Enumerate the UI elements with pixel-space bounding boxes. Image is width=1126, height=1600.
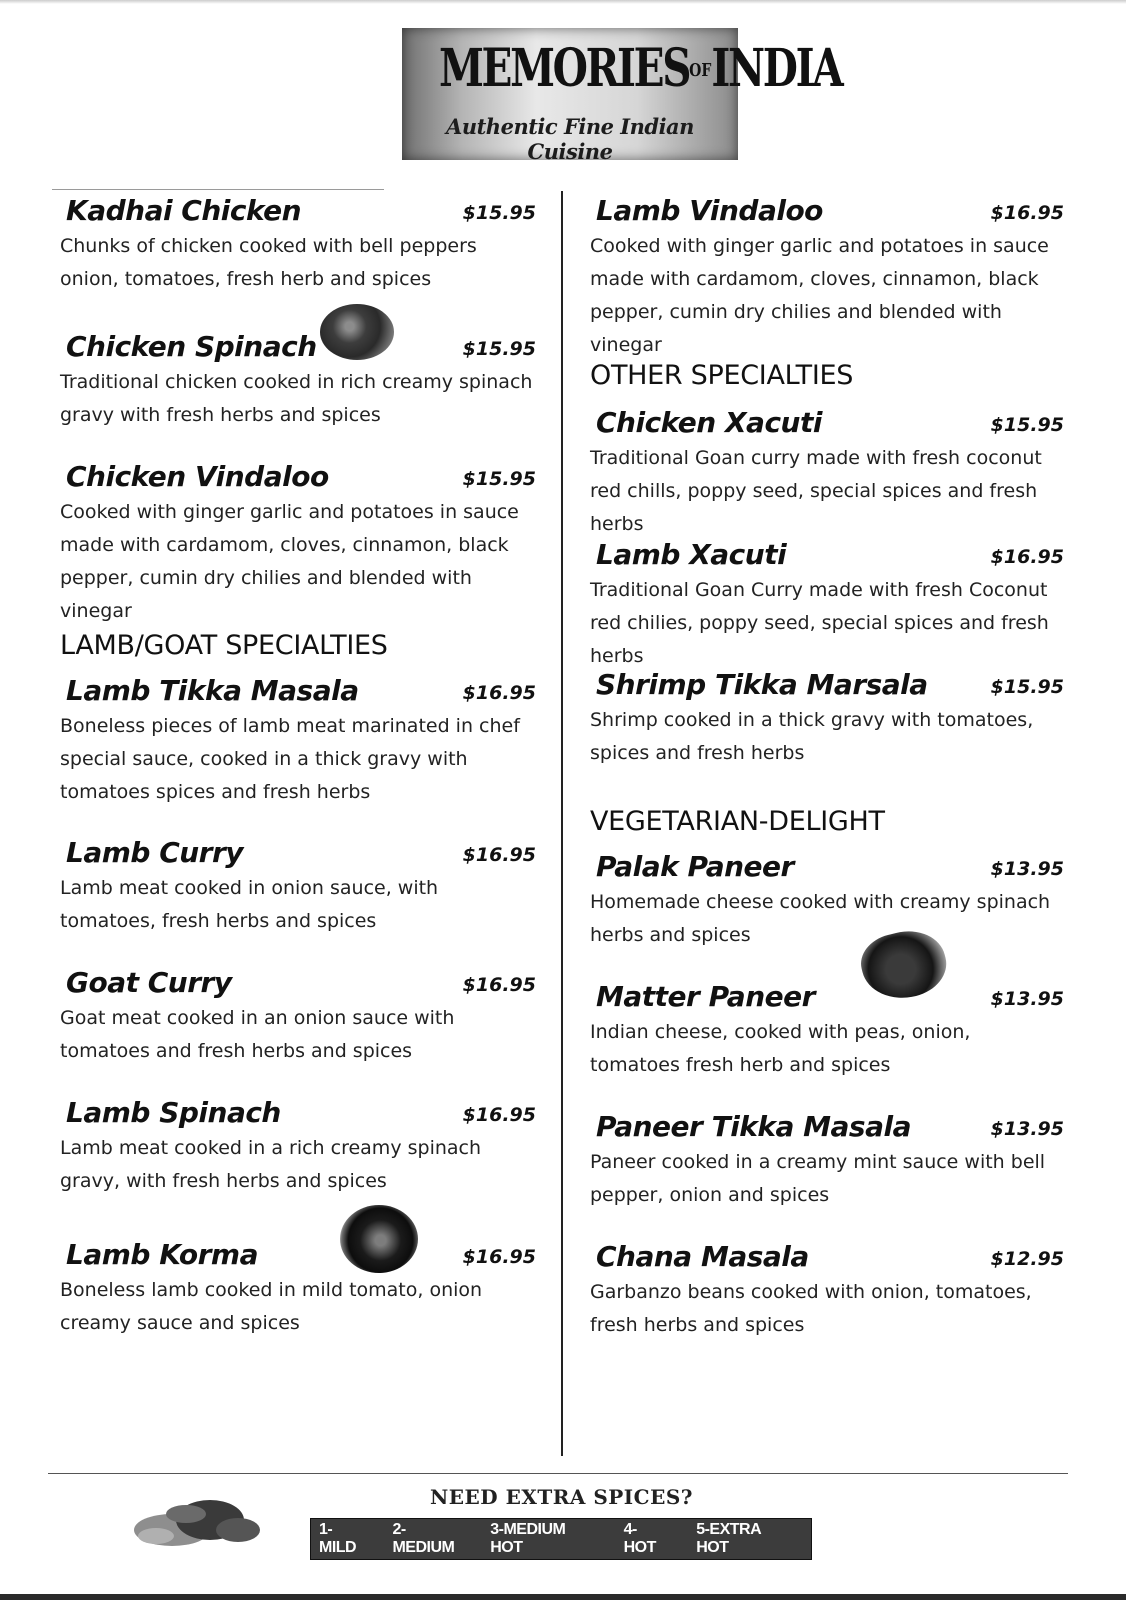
- item-name: Chicken Vindaloo: [66, 460, 329, 493]
- right-column: [584, 190, 1072, 1390]
- item-description: Traditional Goan curry made with fresh coconut red chills, poppy seed, special spices and fresh herbs: [590, 447, 1042, 535]
- menu-item-lamb-xacuti: [584, 534, 1072, 673]
- item-name: Chicken Xacuti: [596, 406, 822, 439]
- item-price: $16.95: [462, 1104, 536, 1126]
- item-description: Garbanzo beans cooked with onion, tomatoes, fresh herbs and spices: [590, 1281, 1032, 1336]
- item-description: Chunks of chicken cooked with bell peppers onion, tomatoes, fresh herb and spices: [60, 235, 477, 290]
- item-description: Goat meat cooked in an onion sauce with tomatoes and fresh herbs and spices: [60, 1007, 455, 1062]
- item-description: Cooked with ginger garlic and potatoes in sauce made with cardamom, cloves, cinnamon, black pepper, cumin dry chilies and blended with vinegar: [60, 501, 519, 622]
- spice-level-bar: [310, 1518, 812, 1560]
- spice-level-5: 5-EXTRA HOT: [696, 1521, 761, 1556]
- item-price: $15.95: [462, 338, 536, 360]
- item-name: Chicken Spinach: [66, 330, 317, 363]
- item-price: $16.95: [462, 844, 536, 866]
- item-name: Lamb Curry: [66, 836, 244, 869]
- logo-title-of: OF: [689, 60, 712, 81]
- footer-divider: [48, 1473, 1068, 1474]
- item-name: Kadhai Chicken: [66, 194, 302, 227]
- spice-level-4: 4- HOT: [623, 1521, 656, 1556]
- item-name: Lamb Tikka Masala: [66, 674, 359, 707]
- menu-item-lamb-spinach: [54, 1092, 544, 1198]
- item-name: Lamb Xacuti: [596, 538, 787, 571]
- left-column: [54, 190, 544, 1390]
- spice-level-2: 2-MEDIUM: [392, 1521, 455, 1556]
- item-price: $13.95: [990, 858, 1064, 880]
- item-description: Indian cheese, cooked with peas, onion, tomatoes fresh herb and spices: [590, 1021, 971, 1076]
- item-name: Lamb Vindaloo: [596, 194, 823, 227]
- spice-heading: NEED EXTRA SPICES?: [430, 1485, 693, 1509]
- page-top-edge: [0, 0, 1126, 4]
- item-price: $16.95: [990, 546, 1064, 568]
- section-heading-vegetarian: VEGETARIAN-DELIGHT: [590, 806, 885, 837]
- menu-item-chicken-xacuti: [584, 402, 1072, 541]
- spice-level-3: 3-MEDIUM HOT: [490, 1521, 566, 1556]
- item-description: Lamb meat cooked in onion sauce, with tomatoes, fresh herbs and spices: [60, 877, 439, 932]
- item-price: $15.95: [990, 676, 1064, 698]
- item-name: Lamb Spinach: [66, 1096, 281, 1129]
- spices-photo: [126, 1490, 266, 1550]
- page-bottom-edge: [0, 1594, 1126, 1600]
- menu-item-paneer-tikka-masala: [584, 1106, 1072, 1212]
- menu-item-chicken-spinach: [54, 326, 544, 432]
- item-description: Boneless pieces of lamb meat marinated in chef special sauce, cooked in a thick gravy with tomatoes spices and fresh herbs: [60, 715, 520, 803]
- item-name: Goat Curry: [66, 966, 232, 999]
- item-name: Lamb Korma: [66, 1238, 258, 1271]
- chicken-spinach-photo: [320, 304, 394, 360]
- column-divider: [561, 191, 563, 1456]
- item-price: $16.95: [462, 1246, 536, 1268]
- menu-item-goat-curry: [54, 962, 544, 1068]
- item-price: $16.95: [462, 974, 536, 996]
- item-description: Shrimp cooked in a thick gravy with tomatoes, spices and fresh herbs: [590, 709, 1034, 764]
- item-description: Cooked with ginger garlic and potatoes in sauce made with cardamom, cloves, cinnamon, black pepper, cumin dry chilies and blended with vinegar: [590, 235, 1049, 356]
- menu-item-kadhai-chicken: [54, 190, 544, 296]
- logo-tagline: Authentic Fine Indian Cuisine: [446, 114, 694, 164]
- item-name: Shrimp Tikka Marsala: [596, 668, 928, 701]
- menu-item-chicken-vindaloo: [54, 456, 544, 628]
- menu-item-chana-masala: [584, 1236, 1072, 1342]
- section-heading-lamb-goat: LAMB/GOAT SPECIALTIES: [60, 630, 388, 661]
- spice-level-1: 1-MILD: [319, 1521, 357, 1556]
- item-price: $15.95: [462, 468, 536, 490]
- logo-title: [438, 38, 842, 99]
- item-name: Chana Masala: [596, 1240, 809, 1273]
- menu-item-lamb-curry: [54, 832, 544, 938]
- item-description: Homemade cheese cooked with creamy spinach herbs and spices: [590, 891, 1051, 946]
- item-name: Palak Paneer: [596, 850, 794, 883]
- item-price: $16.95: [990, 202, 1064, 224]
- restaurant-logo: [402, 28, 842, 164]
- item-name: Matter Paneer: [596, 980, 815, 1013]
- item-description: Traditional Goan Curry made with fresh Coconut red chilies, poppy seed, special spices and fresh herbs: [590, 579, 1049, 667]
- menu-item-lamb-tikka-masala: [54, 670, 544, 809]
- item-price: $12.95: [990, 1248, 1064, 1270]
- item-price: $15.95: [462, 202, 536, 224]
- logo-title-part1: MEMORIES: [438, 38, 690, 99]
- item-description: Boneless lamb cooked in mild tomato, onion creamy sauce and spices: [60, 1279, 483, 1334]
- item-price: $13.95: [990, 1118, 1064, 1140]
- menu-item-palak-paneer: [584, 846, 1072, 952]
- item-price: $15.95: [990, 414, 1064, 436]
- item-description: Lamb meat cooked in a rich creamy spinach gravy, with fresh herbs and spices: [60, 1137, 482, 1192]
- item-price: $16.95: [462, 682, 536, 704]
- item-price: $13.95: [990, 988, 1064, 1010]
- menu-item-lamb-vindaloo: [584, 190, 1072, 362]
- logo-title-part2: INDIA: [711, 38, 842, 99]
- item-description: Traditional chicken cooked in rich creamy spinach gravy with fresh herbs and spices: [60, 371, 533, 426]
- menu-item-matter-paneer: [584, 976, 1072, 1082]
- item-description: Paneer cooked in a creamy mint sauce with bell pepper, onion and spices: [590, 1151, 1046, 1206]
- menu-item-shrimp-tikka-marsala: [584, 664, 1072, 770]
- section-heading-other: OTHER SPECIALTIES: [590, 360, 854, 391]
- menu-item-lamb-korma: [54, 1234, 544, 1340]
- item-name: Paneer Tikka Masala: [596, 1110, 911, 1143]
